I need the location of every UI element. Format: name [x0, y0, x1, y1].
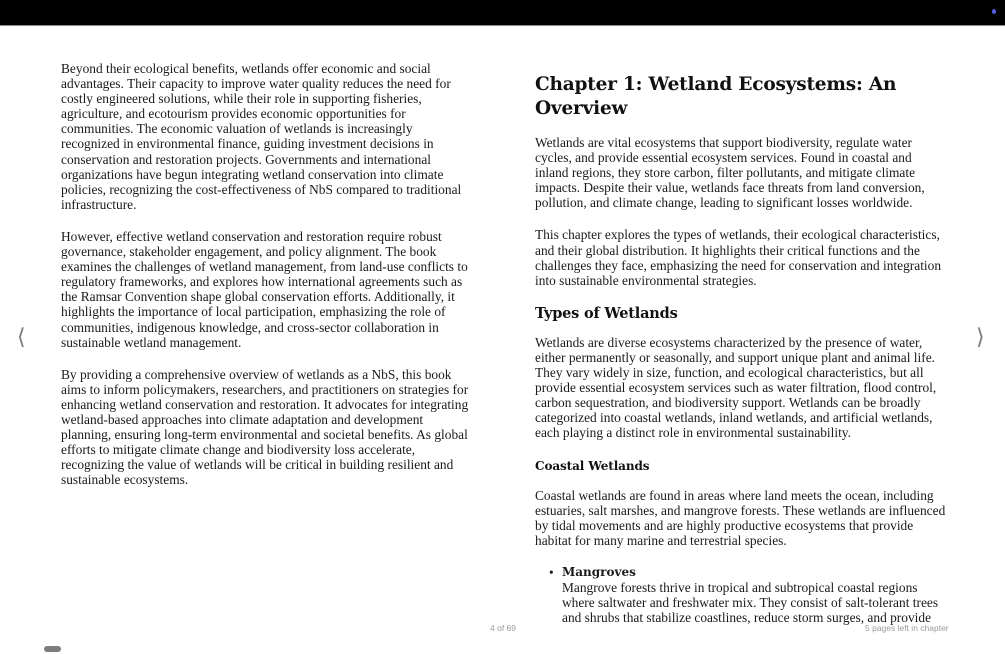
list-item-title: Mangroves [562, 564, 636, 579]
paragraph: However, effective wetland conservation and restoration require robust governance, stakeholder engagement, and policy alignment. The book examines the challenges of wetland management, from land-use conflicts to regulatory frameworks, and explores how international agreements such as the Ramsar Convention shape global conservation efforts. Additionally, it highlights the importance of local participation, emphasizing the role of communities, indigenous knowledge, and cross-sector collaboration in sustainable wetland management. [61, 228, 468, 350]
paragraph: Coastal wetlands are found in areas where land meets the ocean, including estuaries, salt marshes, and mangrove forests. These wetlands are influenced by tidal movements and are highly productive ecosystems that provide habitat for many marine and terrestrial species. [535, 487, 946, 548]
section-title: Types of Wetlands [535, 304, 678, 322]
page-counter: 4 of 69 [490, 623, 516, 633]
chapter-title: Chapter 1: Wetland Ecosystems: An Overview [535, 74, 897, 119]
previous-page-chevron-icon[interactable]: ⟨ [17, 325, 26, 350]
left-page [61, 61, 473, 504]
status-indicator-icon [992, 9, 996, 14]
paragraph: This chapter explores the types of wetlands, their ecological characteristics, and their global distribution. It highlights their critical functions and the challenges they face, emphasizing the need for conservation and integration into sustainable environmental strategies. [535, 227, 942, 288]
paragraph: Wetlands are vital ecosystems that support biodiversity, regulate water cycles, and provide essential ecosystem services. Found in coastal and inland regions, they store carbon, filter pollutants, and mitigate climate impacts. Despite their value, wetlands face threats from land conversion, pollution, and climate change, leading to significant losses worldwide. [535, 135, 925, 211]
pages-left-in-chapter: 5 pages left in chapter [865, 623, 949, 633]
paragraph: Wetlands are diverse ecosystems characterized by the presence of water, either permanently or seasonally, and support unique plant and animal life. They vary widely in size, function, and ecological characteristics, but all provide essential ecosystem services such as water filtration, flood control, carbon sequestration, and biodiversity support. Wetlands can be broadly categorized into coastal wetlands, inland wetlands, and artificial wetlands, each playing a distinct role in environmental sustainability. [535, 334, 937, 441]
subsection-title: Coastal Wetlands [535, 458, 650, 473]
bullet-list [535, 565, 947, 625]
paragraph: By providing a comprehensive overview of wetlands as a NbS, this book aims to inform policymakers, researchers, and practitioners on strategies for enhancing wetland conservation and restoration. It advocates for integrating wetland-based approaches into climate adaptation and development planning, ensuring long-term environmental and societal benefits. As global efforts to mitigate climate change and biodiversity loss accelerate, recognizing the value of wetlands will be critical in building resilient and sustainable ecosystems. [61, 366, 469, 488]
scroll-handle[interactable] [44, 646, 61, 652]
bullet-icon: • [549, 564, 554, 580]
paragraph: Beyond their ecological benefits, wetlands offer economic and social advantages. Their capacity to improve water quality reduces the need for costly engineered solutions, while their role in supporting fisheries, agriculture, and ecotourism provides economic opportunities for communities. The economic valuation of wetlands is increasingly recognized in environmental finance, guiding investment decisions in conservation and restoration projects. Governments and international organizations have begun integrating wetland conservation into climate policies, recognizing the cost-effectiveness of NbS compared to traditional infrastructure. [61, 61, 462, 212]
right-page [535, 73, 947, 625]
list-item-text: Mangrove forests thrive in tropical and subtropical coastal regions where saltwater and freshwater mix. They consist of salt-tolerant trees and shrubs that stabilize coastlines, reduce storm surges, and provide [562, 579, 939, 626]
top-bar [0, 0, 1005, 26]
list-item [549, 564, 947, 626]
next-page-chevron-icon[interactable]: ⟩ [976, 325, 985, 350]
